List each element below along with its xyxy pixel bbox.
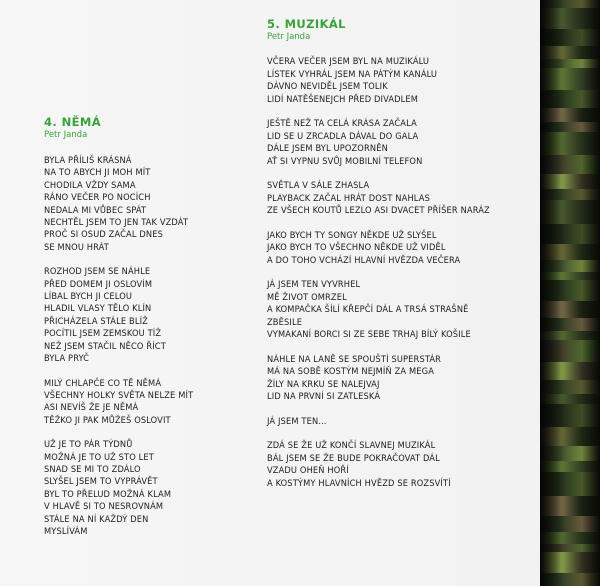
lyrics-line: MYSLÍVÁM <box>44 525 88 537</box>
lyrics-line: A KOMPAČKA ŠÍLÍ KŘEPČÍ DÁL A TRSÁ STRAŠNĚ <box>267 304 469 315</box>
lyrics-line: TĚŽKO JI PAK MŮŽEŠ OSLOVIT <box>44 414 171 426</box>
photo-collage-shade <box>540 0 600 586</box>
song-muzikal <box>267 18 535 502</box>
lyrics-stanza <box>267 440 535 490</box>
lyrics-stanza <box>44 155 244 254</box>
lyrics-line: NEDALA MI VŮBEC SPÁT <box>44 204 147 216</box>
lyrics-line: PŘICHÁZELA STÁLE BLÍŽ <box>44 315 148 327</box>
lyrics-line: MĚ ŽIVOT OMRZEL <box>267 291 347 303</box>
lyrics-line: LÍSTEK VYHRÁL JSEM NA PÁTÝM KANÁLU <box>267 68 438 80</box>
song-author: Petr Janda <box>44 130 88 140</box>
lyrics-line: ZBĚSILE <box>267 316 303 328</box>
lyrics-line: LID NA PRVNÍ SI ZATLESKÁ <box>267 391 381 402</box>
lyrics-line: A DO TOHO VCHÁZÍ HLAVNÍ HVĚZDA VEČERA <box>267 254 461 266</box>
lyrics-line: ZDÁ SE ŽE UŽ KONČÍ SLAVNEJ MUZIKÁL <box>267 440 436 451</box>
lyrics-line: AŤ SI VYPNU SVŮJ MOBILNÍ TELEFON <box>267 155 423 167</box>
lyrics-line: SNAD SE MI TO ZDÁLO <box>44 463 141 475</box>
lyrics-line: JEŠTĚ NEŽ TA CELÁ KRÁSA ZAČALA <box>267 118 417 129</box>
lyrics-line: SVĚTLA V SÁLE ZHASLA <box>267 180 370 191</box>
lyrics-line: UŽ JE TO PÁR TÝDNŮ <box>44 439 133 451</box>
lyrics-line: LÍBAL BYCH JI CELOU <box>44 291 133 303</box>
lyrics-line: VYMAKANÍ BORCI SI ZE SEBE TRHAJ BÍLÝ KOŠILE <box>267 329 471 340</box>
lyrics-stanza <box>267 180 535 218</box>
lyrics-line: SE MNOU HRÁT <box>44 241 109 253</box>
song-lyrics <box>44 155 244 538</box>
lyrics-line: PROČ SI OSUD ZAČAL DNES <box>44 229 164 241</box>
lyrics-stanza <box>267 118 535 168</box>
lyrics-line: BÁL JSEM SE ŽE BUDE POKRAČOVAT DÁL <box>267 452 440 464</box>
lyrics-stanza <box>44 378 244 428</box>
lyrics-line: MÁ NA SOBĚ KOSTÝM NEJMÍŇ ZA MEGA <box>267 366 435 377</box>
lyrics-line: JAKO BYCH TO VŠECHNO NĚKDE UŽ VIDĚL <box>267 242 446 253</box>
lyrics-line: ASI NEVÍŠ ŽE JE NĚMÁ <box>44 402 139 414</box>
lyrics-stanza <box>267 279 535 342</box>
lyrics-line: A KOSTÝMY HLAVNÍCH HVĚZD SE ROZSVÍTÍ <box>267 477 451 489</box>
lyrics-line: VŠECHNY HOLKY SVĚTA NELZE MÍT <box>44 389 194 401</box>
lyrics-line: VČERA VEČER JSEM BYL NA MUZIKÁLU <box>267 56 430 67</box>
lyrics-line: JÁ JSEM TEN... <box>267 415 327 427</box>
lyrics-line: ZE VŠECH KOUTŮ LEZLO ASI DVACET PŘÍŠER NARÁZ <box>267 205 490 216</box>
lyrics-line: ŽÍLY NA KRKU SE NALEJVAJ <box>267 378 380 390</box>
lyrics-line: BYL TO PŘELUD MOŽNÁ KLAM <box>44 488 172 500</box>
song-nema <box>44 116 244 550</box>
lyrics-line: SLYŠEL JSEM TO VYPRÁVĚT <box>44 476 158 488</box>
lyrics-line: DÁVNO NEVIDĚL JSEM TOLIK <box>267 81 388 92</box>
lyrics-line: DÁLE JSEM BYL UPOZORNĚN <box>267 143 388 154</box>
song-lyrics <box>267 56 535 490</box>
lyrics-stanza <box>44 439 244 538</box>
lyrics-line: LID SE U ZRCADLA DÁVAL DO GALA <box>267 130 419 142</box>
lyrics-line: POCÍTIL JSEM ZEMSKOU TÍŽ <box>44 328 162 340</box>
lyrics-line: PLAYBACK ZAČAL HRÁT DOST NAHLAS <box>267 192 430 204</box>
song-author: Petr Janda <box>267 32 311 42</box>
lyrics-line: STÁLE NA NÍ KAŽDÝ DEN <box>44 513 149 525</box>
lyrics-line: NA TO ABYCH JI MOH MÍT <box>44 167 151 179</box>
concert-photo-collage <box>540 0 600 586</box>
lyrics-line: V HLAVĚ SI TO NESROVNÁM <box>44 501 164 513</box>
lyrics-line: CHODILA VŽDY SAMA <box>44 179 136 191</box>
lyrics-stanza <box>44 266 244 365</box>
lyrics-line: LIDÍ NATĚŠENEJCH PŘED DIVADLEM <box>267 93 419 105</box>
lyrics-line: JAKO BYCH TY SONGY NĚKDE UŽ SLYŠEL <box>267 229 437 241</box>
lyrics-line: RÁNO VEČER PO NOCÍCH <box>44 192 151 204</box>
lyrics-line: JÁ JSEM TEN VYVRHEL <box>267 279 361 290</box>
lyrics-stanza <box>267 56 535 106</box>
lyrics-line: MILÝ CHLAPČE CO TĚ NĚMÁ <box>44 377 162 389</box>
song-title: 5. MUZIKÁL <box>267 17 346 31</box>
lyrics-line: PŘED DOMEM JI OSLOVÍM <box>44 278 153 290</box>
lyrics-line: ROZHOD JSEM SE NÁHLE <box>44 266 151 278</box>
lyrics-line: NECHTĚL JSEM TO JEN TAK VZDÁT <box>44 217 189 229</box>
lyrics-line: VZADU OHEŇ HOŘÍ <box>267 465 349 476</box>
lyrics-line: HLADIL VLASY TĚLO KLÍN <box>44 303 152 315</box>
lyrics-stanza <box>267 230 535 268</box>
lyrics-line: NÁHLE NA LANĚ SE SPOUŠTÍ SUPERSTÁR <box>267 353 442 365</box>
lyrics-line: BYLA PŘÍLIŠ KRÁSNÁ <box>44 155 132 166</box>
lyrics-line: NEŽ JSEM STAČIL NĚCO ŘÍCT <box>44 340 166 352</box>
lyrics-stanza <box>267 354 535 404</box>
lyrics-line: BYLA PRYČ <box>44 353 90 365</box>
lyrics-line: MOŽNÁ JE TO UŽ STO LET <box>44 451 154 463</box>
lyrics-stanza <box>267 416 535 429</box>
song-title: 4. NĚMÁ <box>44 115 101 129</box>
